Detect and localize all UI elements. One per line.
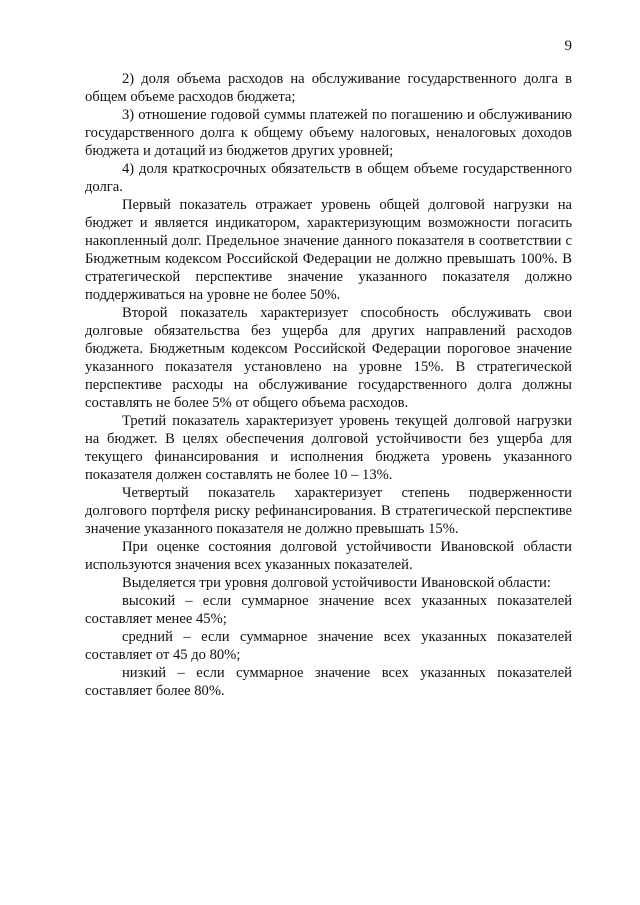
- document-body: [85, 70, 572, 700]
- paragraph-level-high: высокий – если суммарное значение всех указанных показателей составляет менее 45%;: [85, 593, 572, 627]
- paragraph-level-medium: средний – если суммарное значение всех указанных показателей составляет от 45 до 80%;: [85, 629, 572, 663]
- paragraph-indicator-3: 3) отношение годовой суммы платежей по погашению и обслуживанию государственного долга к общему объему налоговых, неналоговых доходов бюджета и дотаций из бюджетов других уровней;: [85, 107, 572, 159]
- paragraph-assessment: При оценке состояния долговой устойчивости Ивановской области используются значения всех указанных показателей.: [85, 539, 572, 573]
- paragraph-level-low: низкий – если суммарное значение всех указанных показателей составляет более 80%.: [85, 665, 572, 699]
- paragraph-first-indicator: Первый показатель отражает уровень общей долговой нагрузки на бюджет и является индикатором, характеризующим возможности погасить накопленный долг. Предельное значение данного показателя в соответствии с Бюджетным кодексом Российской Федерации не должно превышать 100%. В стратегической перспективе значение указанного показателя должно поддерживаться на уровне не более 50%.: [85, 197, 572, 303]
- paragraph-second-indicator: Второй показатель характеризует способность обслуживать свои долговые обязательства без ущерба для других направлений расходов бюджета. Бюджетным кодексом Российской Федерации пороговое значение указанного показателя установлено на уровне 15%. В стратегической перспективе расходы на обслуживание государственного долга должны составлять не более 5% от общего объема расходов.: [85, 305, 572, 411]
- paragraph-levels-intro: Выделяется три уровня долговой устойчивости Ивановской области:: [122, 575, 551, 591]
- paragraph-indicator-2: 2) доля объема расходов на обслуживание государственного долга в общем объеме расходов бюджета;: [85, 71, 572, 105]
- paragraph-third-indicator: Третий показатель характеризует уровень текущей долговой нагрузки на бюджет. В целях обеспечения долговой устойчивости без ущерба для текущего финансирования и исполнения бюджета уровень указанного показателя должен составлять не более 10 – 13%.: [85, 413, 572, 483]
- paragraph-fourth-indicator: Четвертый показатель характеризует степень подверженности долгового портфеля риску рефинансирования. В стратегической перспективе значение указанного показателя не должно превышать 15%.: [85, 485, 572, 537]
- page-number: 9: [564, 38, 572, 54]
- paragraph-indicator-4: 4) доля краткосрочных обязательств в общем объеме государственного долга.: [85, 161, 572, 195]
